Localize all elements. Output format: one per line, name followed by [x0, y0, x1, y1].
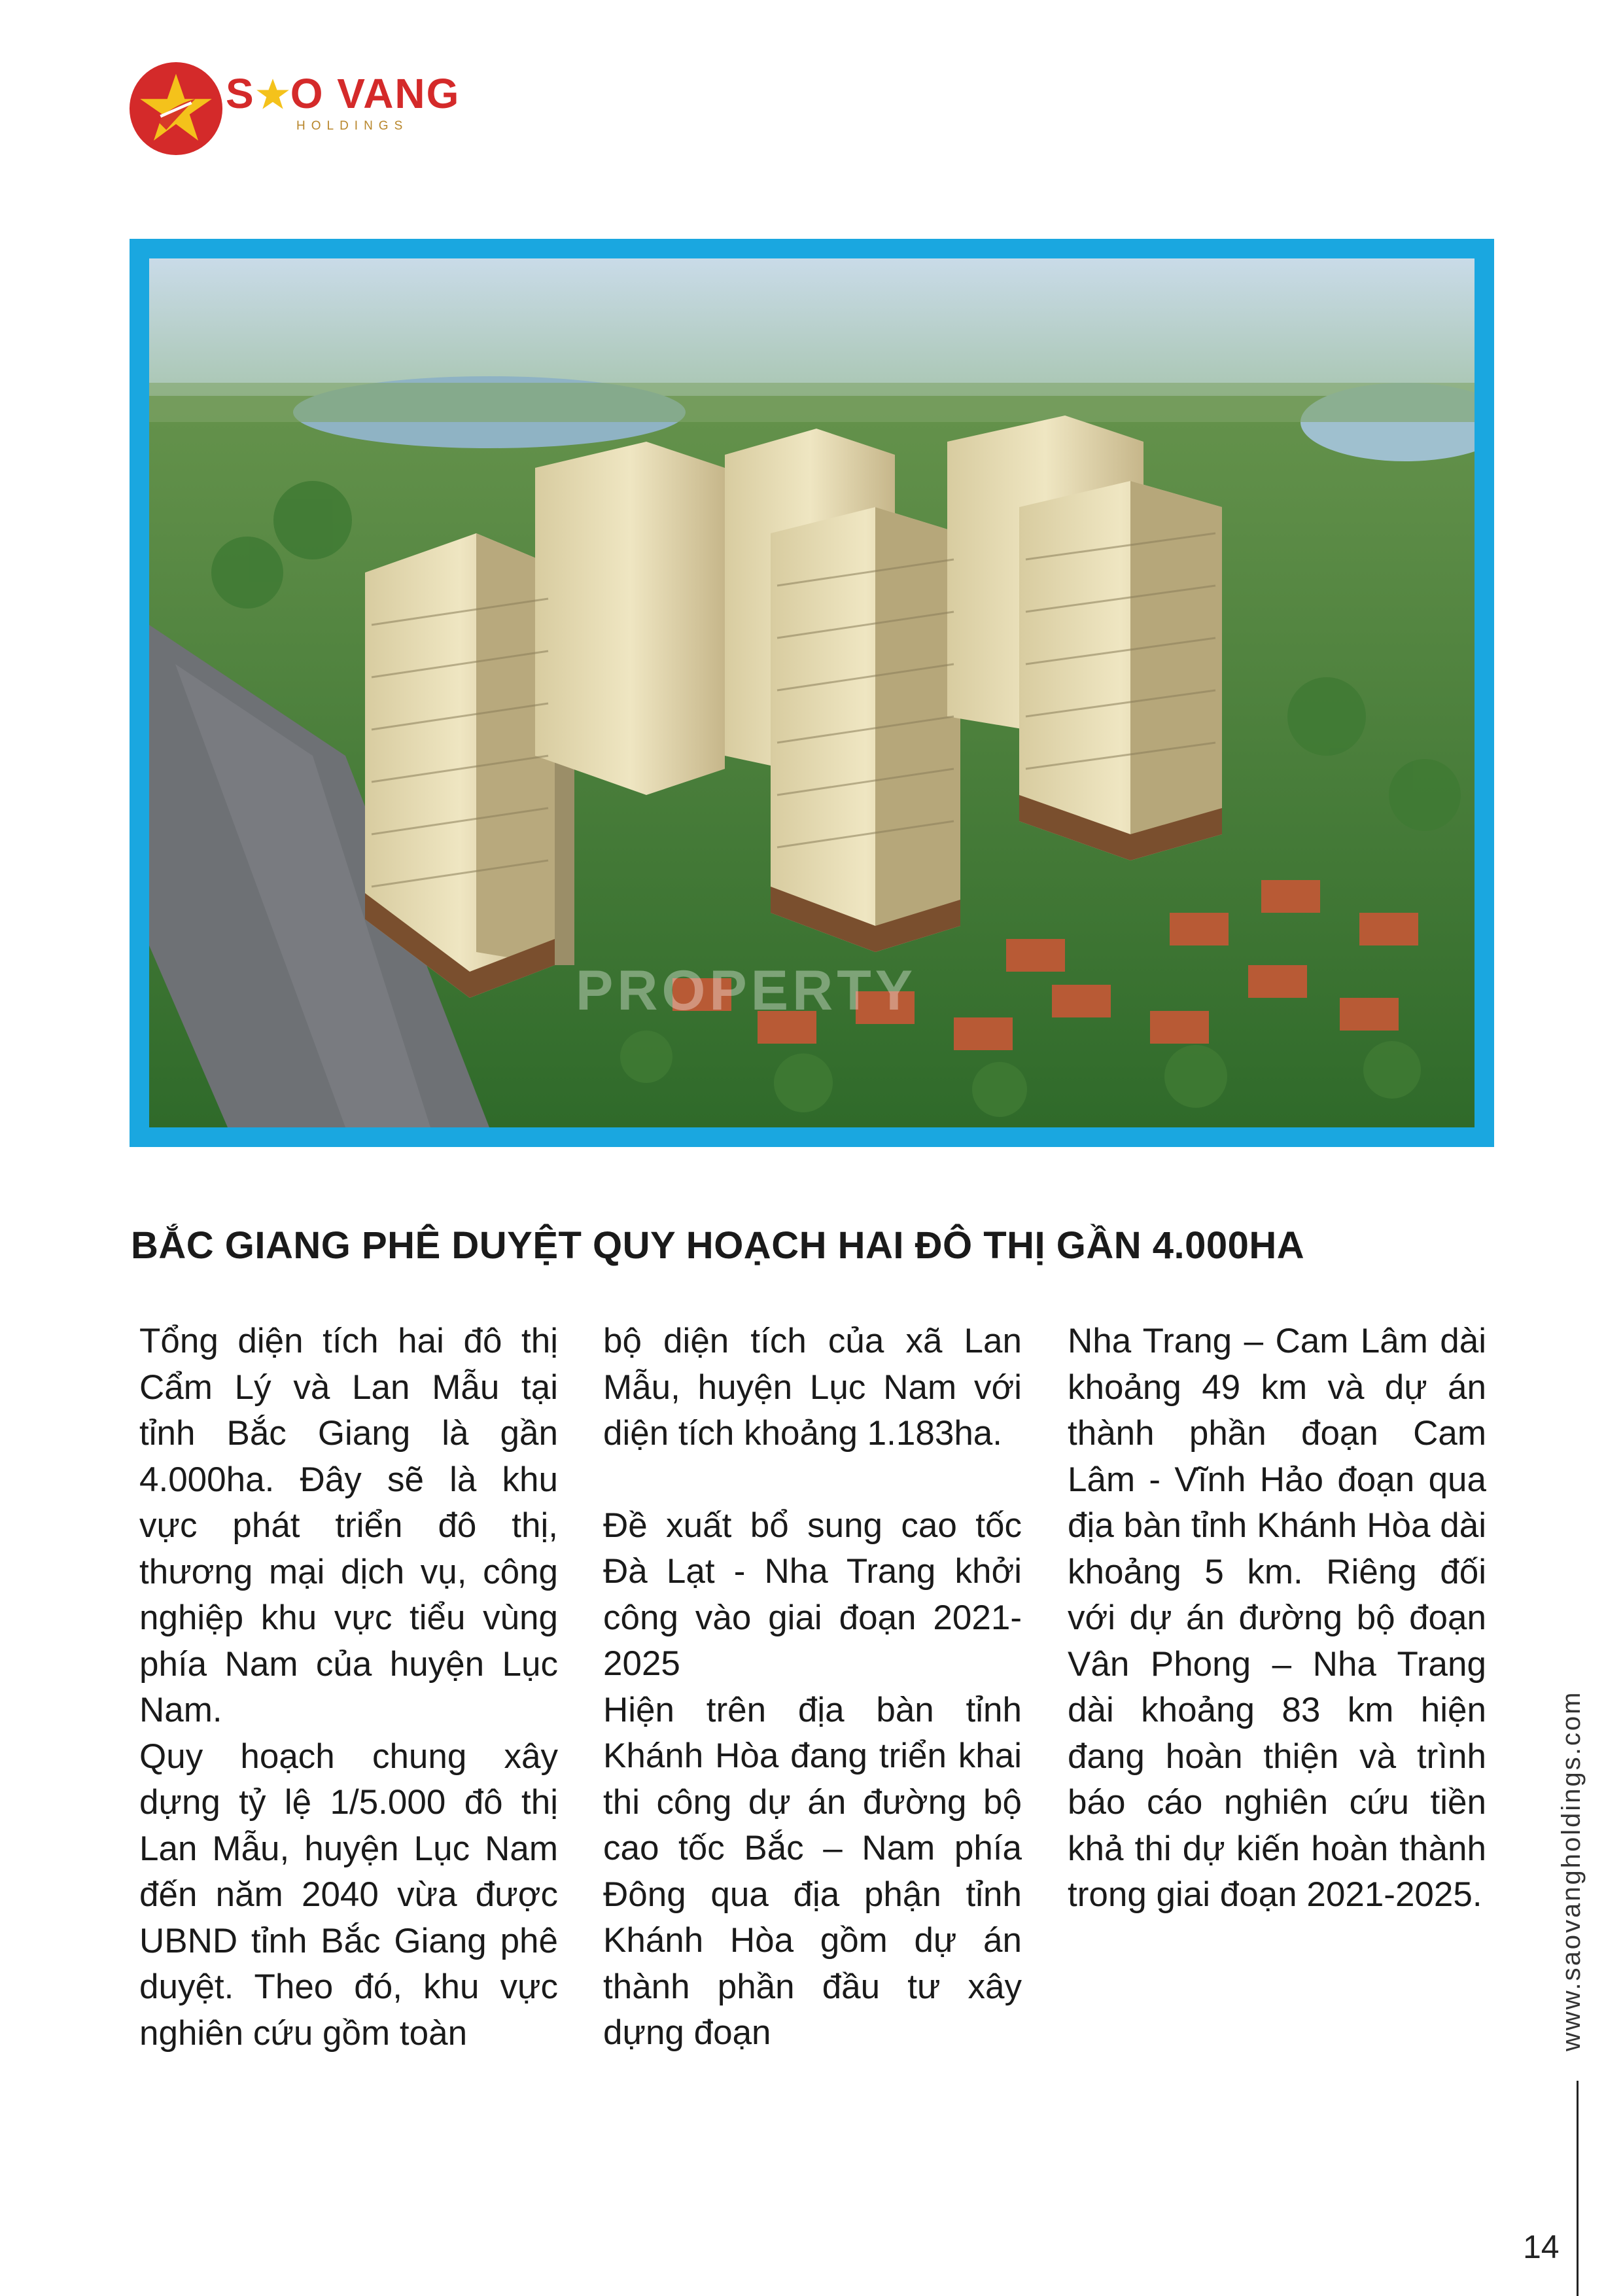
paragraph: Quy hoạch chung xây dựng tỷ lệ 1/5.000 đô thị Lan Mẫu, huyện Lục Nam đến năm 2040 vừa được UBND tỉnh Bắc Giang phê duyệt. Theo đó, khu vực nghiên cứu gồm toàn [139, 1737, 558, 2053]
article-column-2 [603, 1318, 1022, 2057]
paragraph: Nha Trang – Cam Lâm dài khoảng 49 km và dự án thành phần đoạn Cam Lâm - Vĩnh Hảo đoạn qua địa bàn tỉnh Khánh Hòa dài khoảng 5 km. Riêng đối với dự án đường bộ đoạn Vân Phong – Nha Trang dài khoảng 83 km hiện đang hoàn thiện và trình báo cáo nghiên cứu tiền khả thi dự kiến hoàn thành trong giai đoạn 2021-2025. [1068, 1322, 1486, 1914]
article-column-1 [139, 1318, 558, 2057]
page-number: 14 [1523, 2229, 1560, 2265]
article-headline: BẮC GIANG PHÊ DUYỆT QUY HOẠCH HAI ĐÔ THỊ GẦN 4.000HA [131, 1224, 1305, 1267]
paragraph: Tổng diện tích hai đô thị Cẩm Lý và Lan Mẫu tại tỉnh Bắc Giang là gần 4.000ha. Đây sẽ là khu vực phát triển đô thị, thương mại dịch vụ, công nghiệp khu vực tiểu vùng phía Nam của huyện Lục Nam. [139, 1322, 558, 1729]
subheading-paragraph: Đề xuất bổ sung cao tốc Đà Lạt - Nha Trang khởi công vào giai đoạn 2021-2025 [603, 1506, 1022, 1683]
star-icon [255, 77, 290, 112]
paragraph: Hiện trên địa bàn tỉnh Khánh Hòa đang triển khai thi công dự án đường bộ cao tốc Bắc – Nam phía Đông qua địa phận tỉnh Khánh Hòa gồm dự án thành phần đầu tư xây dựng đoạn [603, 1690, 1022, 2052]
article-column-3 [1068, 1318, 1486, 1918]
website-url[interactable]: www.saovangholdings.com [1557, 1690, 1586, 2051]
paragraph: bộ diện tích của xã Lan Mẫu, huyện Lục Nam với diện tích khoảng 1.183ha. [603, 1322, 1022, 1453]
brand-subtitle: HOLDINGS [296, 119, 409, 133]
side-divider [1577, 2081, 1579, 2296]
image-watermark: PROPERTY [576, 959, 917, 1022]
brand-logo [128, 60, 468, 158]
star-emblem-icon [128, 60, 224, 157]
brand-name: S O VANG [226, 70, 461, 117]
